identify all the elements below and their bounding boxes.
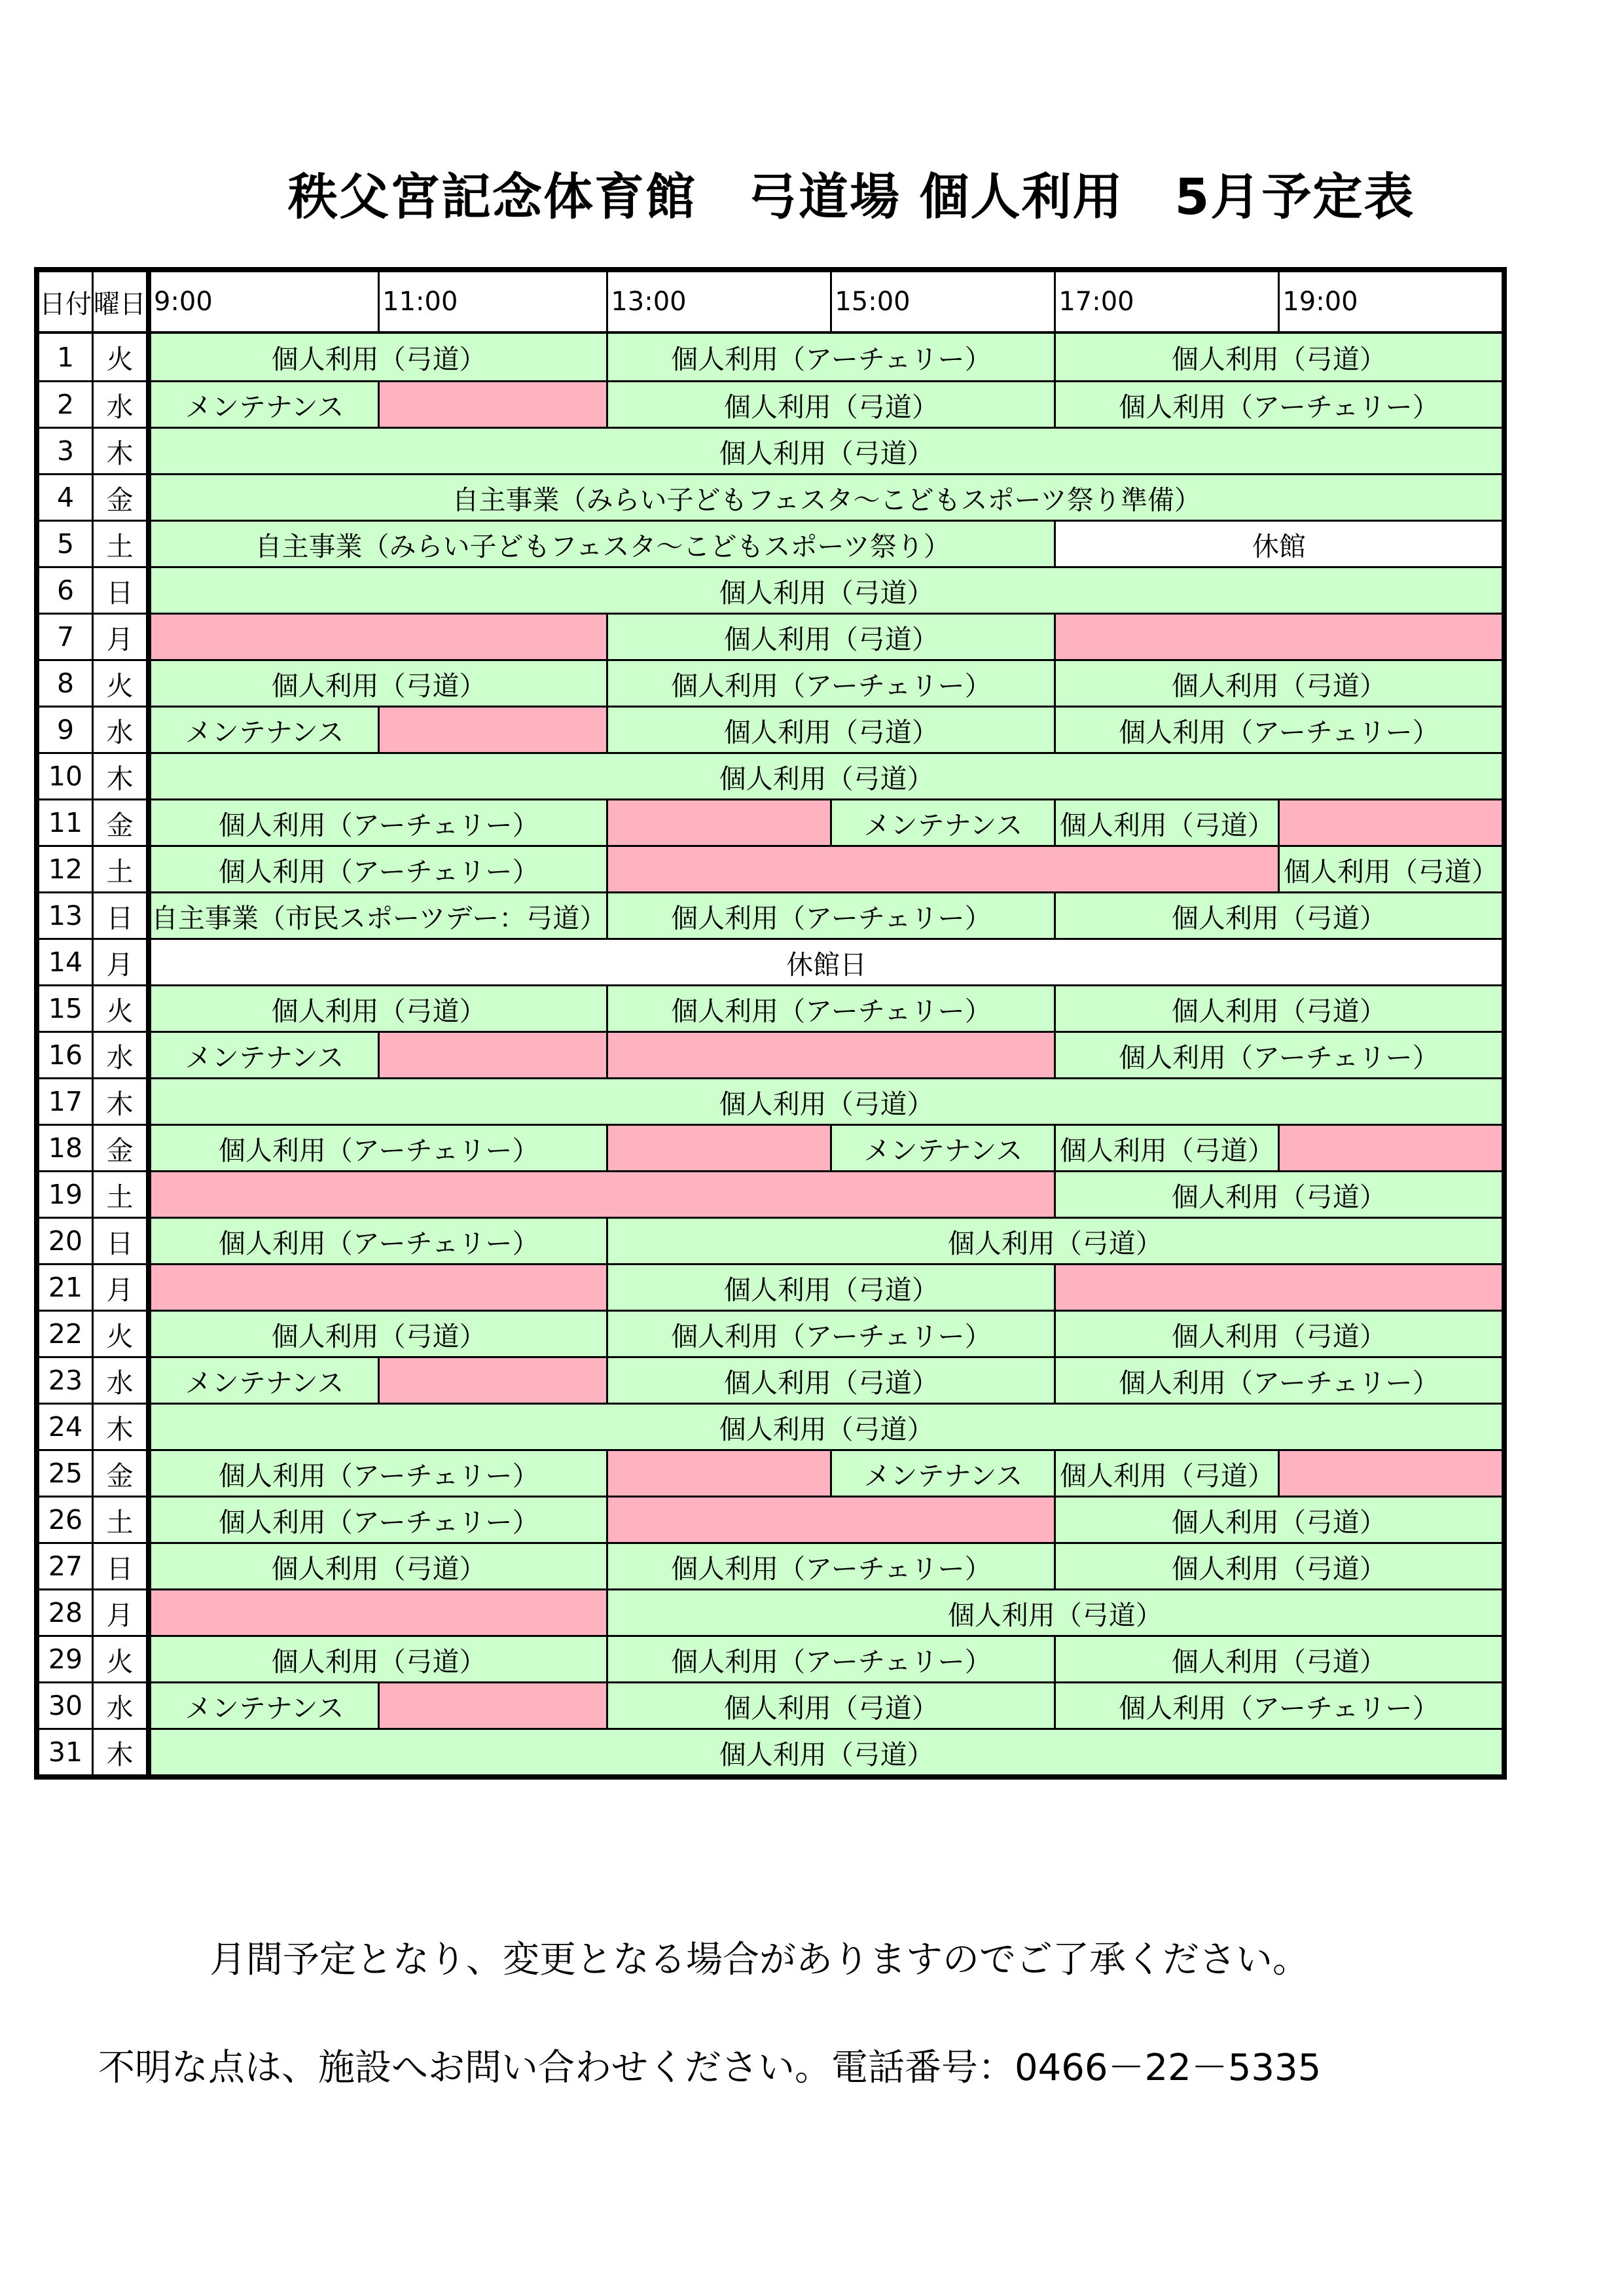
date-cell: 2 [39, 380, 92, 427]
weekday-cell: 水 [92, 706, 149, 752]
unavailable-slot [606, 798, 830, 845]
schedule-table [34, 267, 1507, 1780]
unavailable-slot [606, 845, 1278, 891]
date-column-header: 日付 [39, 272, 92, 334]
schedule-slot: 個人利用（アーチェリー） [606, 984, 1054, 1031]
unavailable-slot [606, 1124, 830, 1170]
time-header-1700: 17:00 [1054, 272, 1278, 334]
unavailable-slot [606, 1031, 1054, 1077]
schedule-row [39, 1403, 1502, 1449]
schedule-row [39, 984, 1502, 1031]
weekday-cell: 木 [92, 1403, 149, 1449]
time-header-1300: 13:00 [606, 272, 830, 334]
schedule-row [39, 1449, 1502, 1496]
schedule-row [39, 1635, 1502, 1681]
date-cell: 11 [39, 798, 92, 845]
date-cell: 15 [39, 984, 92, 1031]
schedule-slot: 個人利用（弓道） [1054, 1635, 1502, 1681]
date-cell: 6 [39, 566, 92, 613]
weekday-cell: 日 [92, 891, 149, 938]
weekday-cell: 土 [92, 845, 149, 891]
schedule-slot: 個人利用（弓道） [1054, 334, 1502, 380]
schedule-slot: メンテナンス [830, 1124, 1054, 1170]
date-cell: 14 [39, 938, 92, 984]
weekday-cell: 土 [92, 1170, 149, 1217]
date-cell: 25 [39, 1449, 92, 1496]
unavailable-slot [1054, 613, 1502, 659]
note-schedule-change: 月間予定となり、変更となる場合がありますのでご了承ください。 [209, 1939, 1309, 1981]
schedule-slot: メンテナンス [149, 380, 378, 427]
date-cell: 13 [39, 891, 92, 938]
weekday-cell: 金 [92, 1449, 149, 1496]
schedule-slot: 個人利用（アーチェリー） [1054, 1031, 1502, 1077]
schedule-slot: 個人利用（アーチェリー） [606, 1542, 1054, 1588]
schedule-slot: メンテナンス [149, 1681, 378, 1728]
weekday-cell: 月 [92, 613, 149, 659]
unavailable-slot [378, 706, 606, 752]
date-cell: 9 [39, 706, 92, 752]
schedule-slot: 個人利用（弓道） [149, 752, 1502, 798]
date-cell: 16 [39, 1031, 92, 1077]
weekday-cell: 水 [92, 1031, 149, 1077]
schedule-row [39, 1124, 1502, 1170]
unavailable-slot [606, 1449, 830, 1496]
schedule-row [39, 1542, 1502, 1588]
schedule-slot: 個人利用（弓道） [149, 1403, 1502, 1449]
weekday-cell: 水 [92, 1356, 149, 1403]
date-cell: 30 [39, 1681, 92, 1728]
unavailable-slot [378, 380, 606, 427]
schedule-slot: メンテナンス [149, 1356, 378, 1403]
time-header-1100: 11:00 [378, 272, 606, 334]
schedule-slot: メンテナンス [149, 706, 378, 752]
weekday-cell: 木 [92, 1728, 149, 1774]
schedule-slot: 個人利用（アーチェリー） [606, 1635, 1054, 1681]
schedule-slot: 個人利用（弓道） [606, 1263, 1054, 1310]
schedule-slot: 個人利用（弓道） [149, 1728, 1502, 1774]
schedule-slot: 個人利用（アーチェリー） [1054, 1681, 1502, 1728]
date-cell: 17 [39, 1077, 92, 1124]
unavailable-slot [149, 1170, 1054, 1217]
weekday-cell: 火 [92, 984, 149, 1031]
schedule-slot: 個人利用（弓道） [1054, 1170, 1502, 1217]
schedule-row [39, 891, 1502, 938]
schedule-row [39, 1728, 1502, 1774]
date-cell: 19 [39, 1170, 92, 1217]
date-cell: 18 [39, 1124, 92, 1170]
date-cell: 31 [39, 1728, 92, 1774]
schedule-row [39, 798, 1502, 845]
schedule-slot: 個人利用（アーチェリー） [149, 1217, 606, 1263]
schedule-row [39, 613, 1502, 659]
schedule-row [39, 520, 1502, 566]
schedule-slot: 個人利用（アーチェリー） [606, 334, 1054, 380]
schedule-slot: 個人利用（弓道） [149, 659, 606, 706]
schedule-slot: 個人利用（弓道） [1054, 1124, 1278, 1170]
date-cell: 4 [39, 473, 92, 520]
weekday-cell: 水 [92, 380, 149, 427]
schedule-slot: 個人利用（弓道） [1054, 1542, 1502, 1588]
date-cell: 26 [39, 1496, 92, 1542]
schedule-slot: 個人利用（アーチェリー） [606, 659, 1054, 706]
schedule-slot: 自主事業（みらい子どもフェスタ～こどもスポーツ祭り準備） [149, 473, 1502, 520]
schedule-slot: 個人利用（アーチェリー） [1054, 380, 1502, 427]
schedule-row [39, 1217, 1502, 1263]
weekday-cell: 月 [92, 1263, 149, 1310]
weekday-cell: 金 [92, 798, 149, 845]
schedule-row [39, 1496, 1502, 1542]
schedule-body [39, 334, 1502, 1774]
schedule-slot: 個人利用（弓道） [1278, 845, 1502, 891]
schedule-slot: 個人利用（弓道） [606, 1681, 1054, 1728]
time-header-0900: 9:00 [149, 272, 378, 334]
schedule-row [39, 1588, 1502, 1635]
date-cell: 20 [39, 1217, 92, 1263]
schedule-slot: 個人利用（弓道） [149, 1635, 606, 1681]
schedule-slot: 個人利用（弓道） [149, 1077, 1502, 1124]
date-cell: 28 [39, 1588, 92, 1635]
date-cell: 27 [39, 1542, 92, 1588]
weekday-cell: 土 [92, 1496, 149, 1542]
schedule-slot: 個人利用（弓道） [149, 1542, 606, 1588]
schedule-slot: 個人利用（弓道） [149, 334, 606, 380]
schedule-row [39, 1031, 1502, 1077]
schedule-slot: メンテナンス [830, 1449, 1054, 1496]
schedule-slot: 個人利用（アーチェリー） [149, 1124, 606, 1170]
schedule-slot: 個人利用（弓道） [1054, 984, 1502, 1031]
schedule-row [39, 334, 1502, 380]
schedule-row [39, 706, 1502, 752]
schedule-row [39, 845, 1502, 891]
schedule-slot: 個人利用（弓道） [606, 1356, 1054, 1403]
weekday-cell: 土 [92, 520, 149, 566]
schedule-slot: 個人利用（アーチェリー） [149, 845, 606, 891]
schedule-row [39, 380, 1502, 427]
date-cell: 5 [39, 520, 92, 566]
date-cell: 12 [39, 845, 92, 891]
date-cell: 21 [39, 1263, 92, 1310]
time-header-1900: 19:00 [1278, 272, 1502, 334]
weekday-cell: 木 [92, 1077, 149, 1124]
schedule-slot: メンテナンス [830, 798, 1054, 845]
schedule-slot: 個人利用（弓道） [1054, 891, 1502, 938]
schedule-row [39, 1170, 1502, 1217]
weekday-cell: 日 [92, 1217, 149, 1263]
date-cell: 24 [39, 1403, 92, 1449]
weekday-cell: 金 [92, 473, 149, 520]
schedule-slot: 個人利用（弓道） [1054, 1310, 1502, 1356]
schedule-slot: 個人利用（弓道） [1054, 798, 1278, 845]
weekday-cell: 月 [92, 1588, 149, 1635]
schedule-slot: 個人利用（アーチェリー） [1054, 1356, 1502, 1403]
unavailable-slot [378, 1681, 606, 1728]
date-cell: 3 [39, 427, 92, 473]
schedule-row [39, 473, 1502, 520]
schedule-row [39, 659, 1502, 706]
schedule-row [39, 566, 1502, 613]
schedule-slot: 自主事業（市民スポーツデー：弓道） [149, 891, 606, 938]
schedule-slot: 自主事業（みらい子どもフェスタ～こどもスポーツ祭り） [149, 520, 1054, 566]
unavailable-slot [149, 1263, 606, 1310]
unavailable-slot [1054, 1263, 1502, 1310]
unavailable-slot [378, 1031, 606, 1077]
page-title: 秩父宮記念体育館 弓道場 個人利用 5月予定表 [288, 168, 1415, 226]
date-cell: 23 [39, 1356, 92, 1403]
schedule-slot: 個人利用（弓道） [149, 566, 1502, 613]
date-cell: 1 [39, 334, 92, 380]
weekday-cell: 火 [92, 1310, 149, 1356]
schedule-slot: 個人利用（アーチェリー） [606, 891, 1054, 938]
schedule-slot: 個人利用（弓道） [606, 613, 1054, 659]
weekday-cell: 月 [92, 938, 149, 984]
weekday-cell: 日 [92, 1542, 149, 1588]
date-cell: 29 [39, 1635, 92, 1681]
header-row [39, 272, 1502, 334]
unavailable-slot [1278, 1449, 1502, 1496]
schedule-slot: 個人利用（弓道） [1054, 659, 1502, 706]
weekday-cell: 木 [92, 427, 149, 473]
weekday-cell: 火 [92, 659, 149, 706]
schedule-slot: 個人利用（アーチェリー） [606, 1310, 1054, 1356]
schedule-row [39, 752, 1502, 798]
unavailable-slot [378, 1356, 606, 1403]
closed-slot: 休館日 [149, 938, 1502, 984]
schedule-row [39, 1356, 1502, 1403]
schedule-slot: 個人利用（アーチェリー） [149, 1496, 606, 1542]
schedule-slot: 個人利用（弓道） [606, 1217, 1502, 1263]
weekday-cell: 火 [92, 334, 149, 380]
schedule-slot: メンテナンス [149, 1031, 378, 1077]
unavailable-slot [1278, 798, 1502, 845]
date-cell: 8 [39, 659, 92, 706]
schedule-slot: 個人利用（弓道） [606, 1588, 1502, 1635]
weekday-cell: 金 [92, 1124, 149, 1170]
schedule-slot: 個人利用（弓道） [1054, 1496, 1502, 1542]
schedule-row [39, 1077, 1502, 1124]
schedule-row [39, 938, 1502, 984]
schedule-slot: 個人利用（弓道） [606, 380, 1054, 427]
closed-slot: 休館 [1054, 520, 1502, 566]
schedule-slot: 個人利用（アーチェリー） [149, 798, 606, 845]
weekday-cell: 火 [92, 1635, 149, 1681]
schedule-row [39, 427, 1502, 473]
schedule-row [39, 1681, 1502, 1728]
weekday-cell: 木 [92, 752, 149, 798]
date-cell: 10 [39, 752, 92, 798]
schedule-slot: 個人利用（弓道） [606, 706, 1054, 752]
schedule-slot: 個人利用（弓道） [149, 1310, 606, 1356]
unavailable-slot [149, 613, 606, 659]
unavailable-slot [149, 1588, 606, 1635]
schedule-slot: 個人利用（アーチェリー） [1054, 706, 1502, 752]
unavailable-slot [606, 1496, 1054, 1542]
time-header-1500: 15:00 [830, 272, 1054, 334]
date-cell: 7 [39, 613, 92, 659]
schedule-slot: 個人利用（弓道） [1054, 1449, 1278, 1496]
schedule-row [39, 1263, 1502, 1310]
schedule-row [39, 1310, 1502, 1356]
date-cell: 22 [39, 1310, 92, 1356]
weekday-cell: 水 [92, 1681, 149, 1728]
dow-column-header: 曜日 [92, 272, 149, 334]
schedule-slot: 個人利用（アーチェリー） [149, 1449, 606, 1496]
unavailable-slot [1278, 1124, 1502, 1170]
schedule-slot: 個人利用（弓道） [149, 427, 1502, 473]
weekday-cell: 日 [92, 566, 149, 613]
schedule-slot: 個人利用（弓道） [149, 984, 606, 1031]
note-contact: 不明な点は、施設へお問い合わせください。電話番号：0466－22－5335 [98, 2047, 1322, 2089]
